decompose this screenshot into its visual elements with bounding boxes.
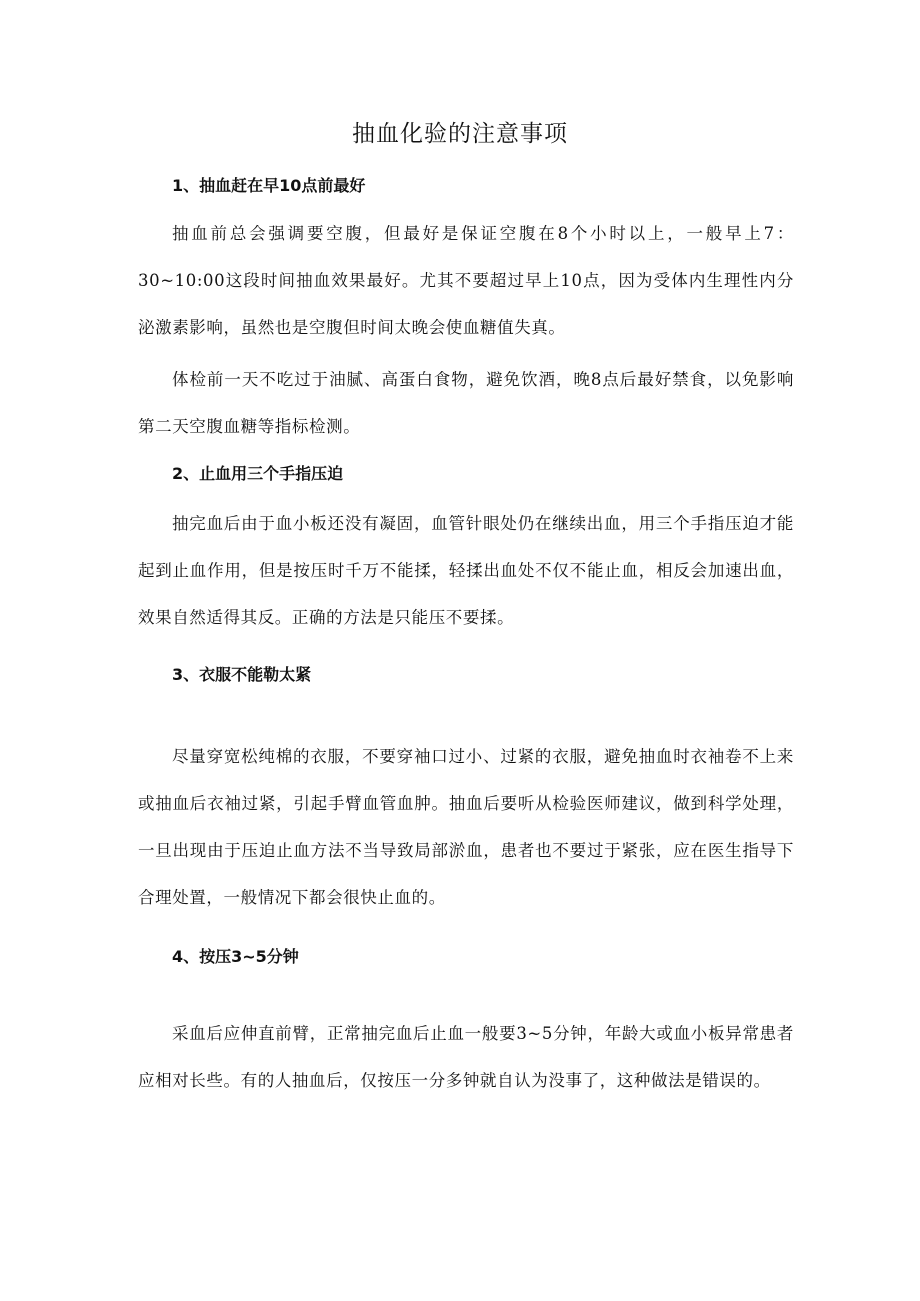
section-2-paragraph-1: 抽完血后由于血小板还没有凝固，血管针眼处仍在继续出血，用三个手指压迫才能起到止血作用，但是按压时千万不能揉，轻揉出血处不仅不能止血，相反会加速出血，效果自然适得其反。正确的方法是只能压不要揉。 <box>138 514 794 627</box>
section-heading-3: 3、衣服不能勒太紧 <box>172 665 312 684</box>
document-title: 抽血化验的注意事项 <box>352 121 568 147</box>
section-1-paragraph-2: 体检前一天不吃过于油腻、高蛋白食物，避免饮酒，晚8点后最好禁食，以免影响第二天空腹血糖等指标检测。 <box>138 370 794 436</box>
section-heading-4: 4、按压3~5分钟 <box>172 947 299 966</box>
section-3-paragraph-1: 尽量穿宽松纯棉的衣服，不要穿袖口过小、过紧的衣服，避免抽血时衣袖卷不上来或抽血后衣袖过紧，引起手臂血管血肿。抽血后要听从检验医师建议，做到科学处理，一旦出现由于压迫止血方法不当导致局部淤血，患者也不要过于紧张，应在医生指导下合理处置，一般情况下都会很快止血的。 <box>138 747 794 907</box>
section-4-paragraph-1: 采血后应伸直前臂，正常抽完血后止血一般要3~5分钟，年龄大或血小板异常患者应相对长些。有的人抽血后，仅按压一分多钟就自认为没事了，这种做法是错误的。 <box>138 1024 794 1090</box>
section-heading-2: 2、止血用三个手指压迫 <box>172 464 344 483</box>
section-heading-1: 1、抽血赶在早10点前最好 <box>172 176 366 195</box>
section-1-paragraph-1: 抽血前总会强调要空腹，但最好是保证空腹在8个小时以上，一般早上7：30~10:00这段时间抽血效果最好。尤其不要超过早上10点，因为受体内生理性内分泌激素影响，虽然也是空腹但时间太晚会使血糖值失真。 <box>138 224 794 337</box>
